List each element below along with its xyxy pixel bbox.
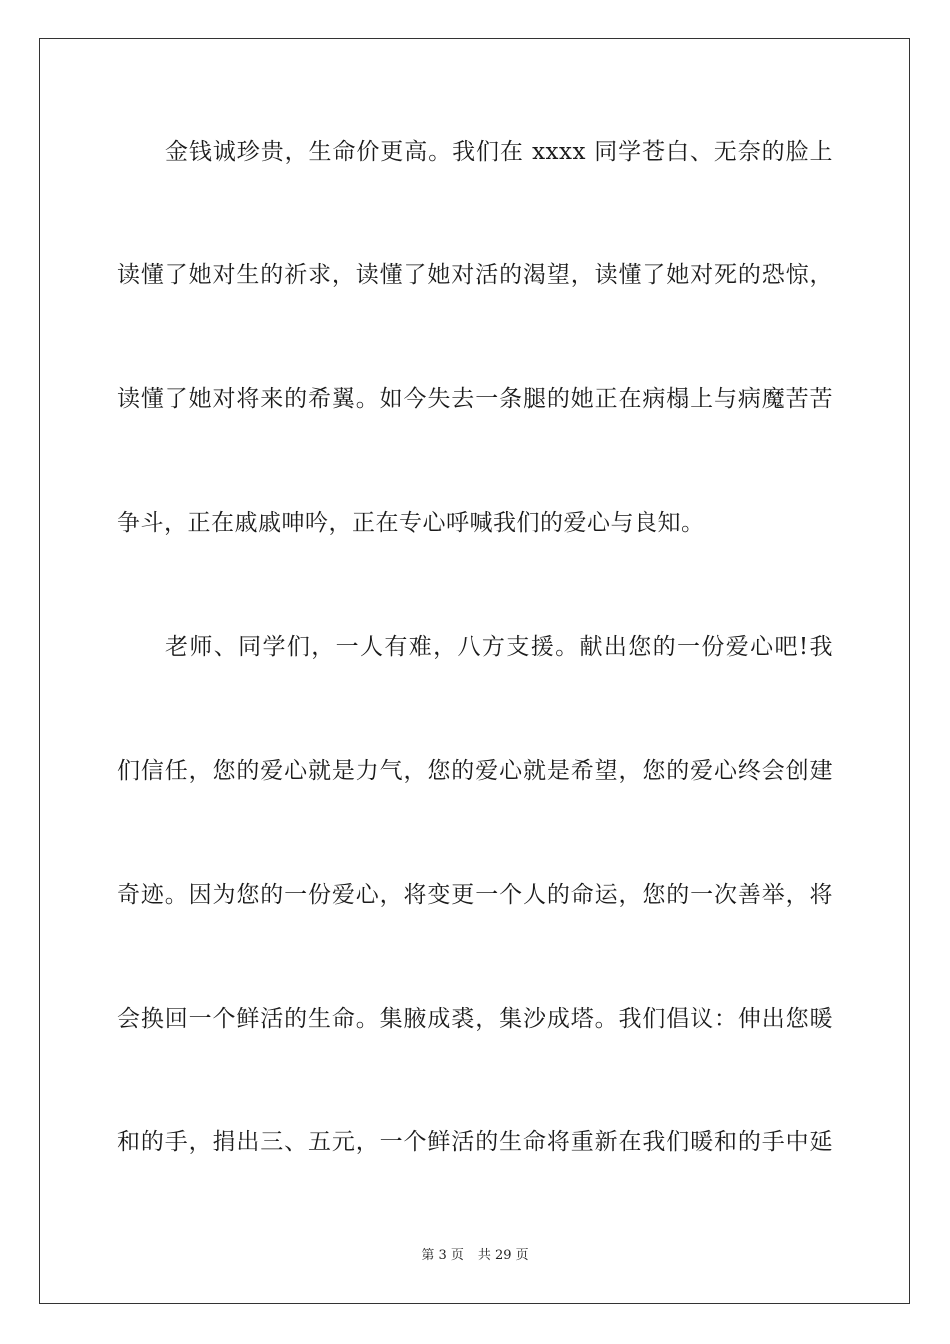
text-line: 争斗，正在戚戚呻吟，正在专心呼喊我们的爱心与良知。 xyxy=(117,510,705,536)
page-total: 共 29 页 xyxy=(477,1248,529,1263)
page-border xyxy=(39,38,910,1304)
text-line: 老师、同学们，一人有难，八方支援。献出您的一份爱心吧!我 xyxy=(165,634,833,660)
text-line: 读懂了她对生的祈求，读懂了她对活的渴望，读懂了她对死的恐惊， xyxy=(117,262,833,288)
text-line: 读懂了她对将来的希翼。如今失去一条腿的她正在病榻上与病魔苦苦 xyxy=(117,386,833,412)
page-footer xyxy=(0,1248,950,1264)
text-line: 和的手，捐出三、五元，一个鲜活的生命将重新在我们暖和的手中延 xyxy=(117,1129,833,1155)
text-line: 金钱诚珍贵，生命价更高。我们在 xxxx 同学苍白、无奈的脸上 xyxy=(165,139,833,165)
text-line: 们信任，您的爱心就是力气，您的爱心就是希望，您的爱心终会创建 xyxy=(117,758,833,784)
text-line: 奇迹。因为您的一份爱心，将变更一个人的命运，您的一次善举，将 xyxy=(117,882,833,908)
page-number: 第 3 页 xyxy=(421,1248,464,1263)
text-line: 会换回一个鲜活的生命。集腋成裘，集沙成塔。我们倡议：伸出您暖 xyxy=(117,1006,833,1032)
